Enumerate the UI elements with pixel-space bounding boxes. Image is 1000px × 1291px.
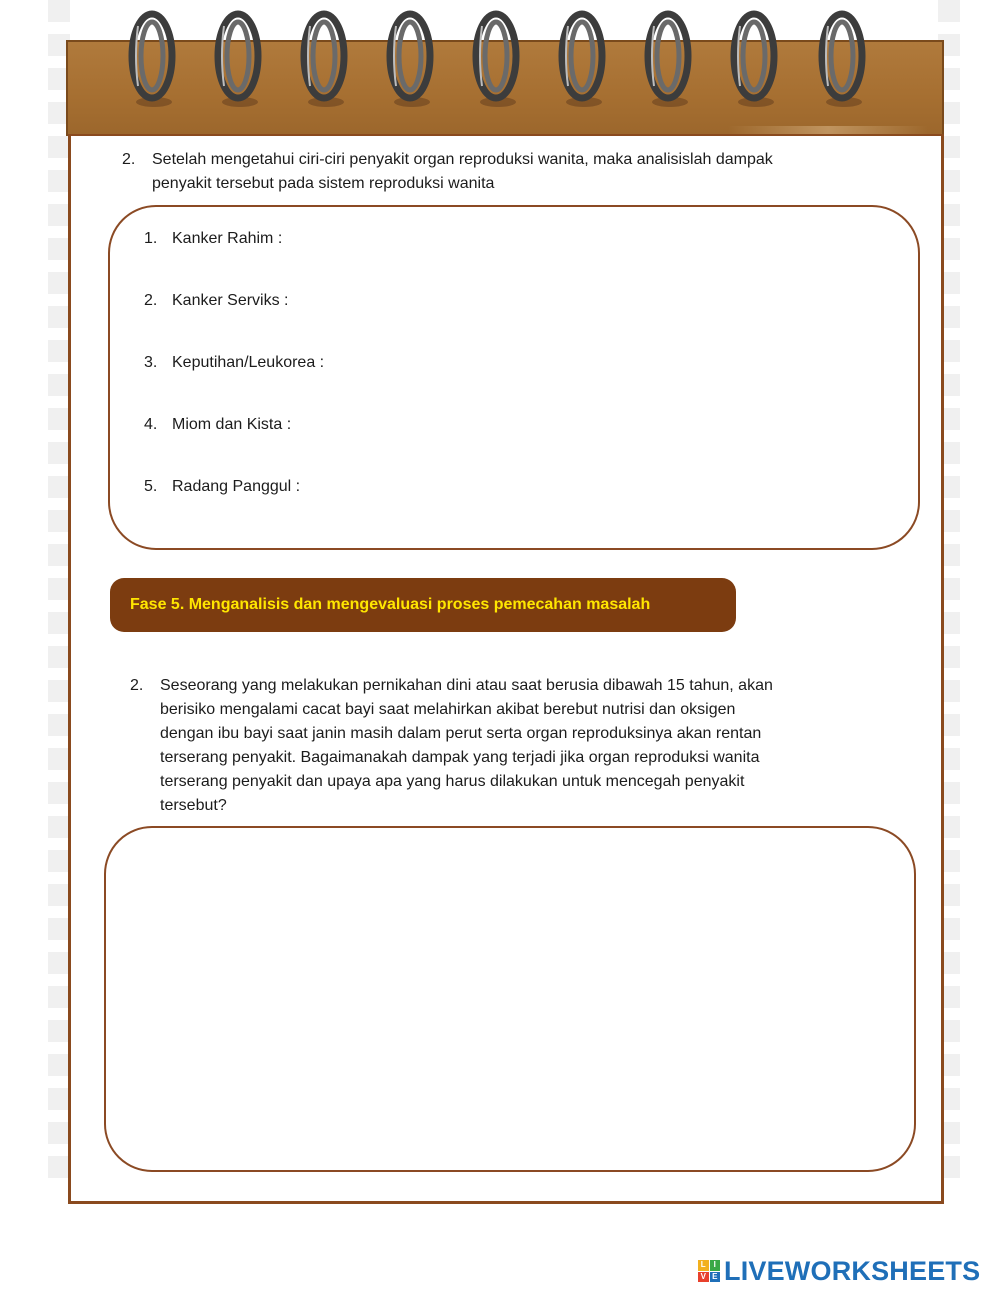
answer-box-2[interactable] [104,826,916,1172]
question-2-text [160,674,773,818]
question-2-number: 2. [130,677,144,694]
spiral-ring-icon [468,6,524,110]
question-2-line-6: tersebut? [160,797,227,814]
question-2-line-3: dengan ibu bayi saat janin masih dalam perut serta organ reproduksinya akan rentan [160,725,762,742]
spiral-ring-icon [124,6,180,110]
liveworksheets-logo [698,1256,980,1286]
list-item-label: Radang Panggul : [172,478,301,495]
list-item-number: 4. [144,416,158,433]
cover-shine [728,126,928,134]
list-item-radang-panggul [144,478,300,496]
list-item-miom-kista [144,416,291,434]
list-item-kanker-serviks [144,292,288,310]
logo-mark-e: E [710,1272,721,1283]
list-item-label: Kanker Serviks : [172,292,289,309]
question-1-text [152,148,773,196]
question-2-line-4: terserang penyakit. Bagaimanakah dampak yang terjadi jika organ reproduksi wanita [160,749,760,766]
list-item-number: 5. [144,478,158,495]
question-1-line-2: penyakit tersebut pada sistem reproduksi wanita [152,175,495,192]
list-item-label: Keputihan/Leukorea : [172,354,325,371]
logo-mark-icon [698,1260,720,1282]
list-item-label: Miom dan Kista : [172,416,292,433]
list-item-number: 2. [144,292,158,309]
phase-5-banner [110,578,736,632]
list-item-label: Kanker Rahim : [172,230,283,247]
spiral-ring-icon [210,6,266,110]
spiral-ring-icon [382,6,438,110]
list-item-number: 3. [144,354,158,371]
question-2 [130,674,890,820]
logo-mark-l: L [698,1260,709,1271]
phase-5-title: Fase 5. Menganalisis dan mengevaluasi proses pemecahan masalah [130,596,651,613]
answer-box-1[interactable] [108,205,920,550]
background-strip-left [48,0,70,1180]
question-2-line-1: Seseorang yang melakukan pernikahan dini atau saat berusia dibawah 15 tahun, akan [160,677,773,694]
question-2-line-2: berisiko mengalami cacat bayi saat melahirkan akibat berebut nutrisi dan oksigen [160,701,736,718]
spiral-ring-icon [640,6,696,110]
list-item-keputihan [144,354,324,372]
list-item-kanker-rahim [144,230,282,248]
logo-mark-i: I [710,1260,721,1271]
spiral-ring-icon [814,6,870,110]
question-1-number: 2. [122,151,136,168]
question-1 [122,148,882,198]
logo-text: LIVEWORKSHEETS [724,1255,981,1286]
question-1-line-1: Setelah mengetahui ciri-ciri penyakit organ reproduksi wanita, maka analisislah dampak [152,151,773,168]
spiral-ring-icon [296,6,352,110]
question-2-line-5: terserang penyakit dan upaya apa yang harus dilakukan untuk mencegah penyakit [160,773,745,790]
spiral-ring-icon [726,6,782,110]
spiral-ring-icon [554,6,610,110]
logo-mark-v: V [698,1272,709,1283]
list-item-number: 1. [144,230,158,247]
